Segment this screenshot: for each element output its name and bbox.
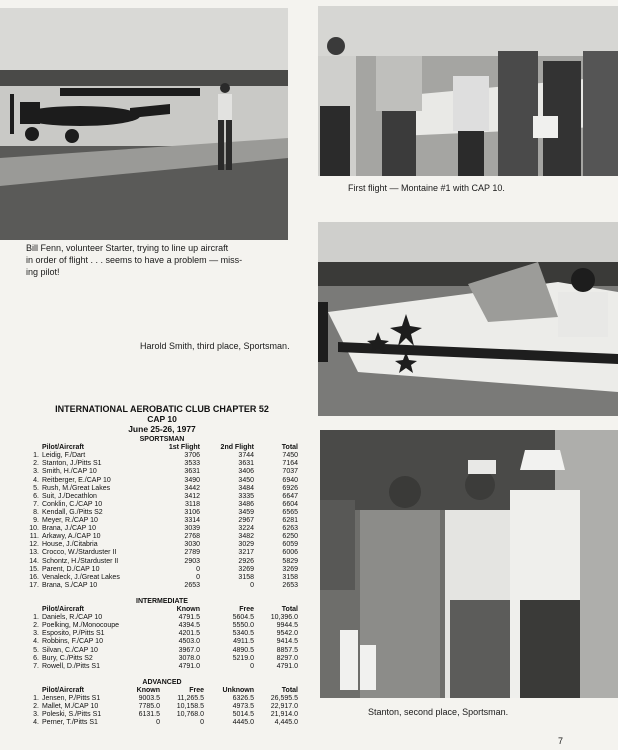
score-cell: 3078.0: [178, 654, 200, 662]
photo-first-flight: [318, 6, 618, 176]
score-cell: 5219.0: [232, 654, 254, 662]
table-row: [26, 501, 298, 509]
score-cell: 4791.0: [276, 662, 298, 670]
score-cell: 9003.5: [138, 695, 160, 703]
score-cell: 3706: [184, 452, 200, 460]
score-cell: 2789: [184, 549, 200, 557]
score-cell: 10,396.0: [270, 614, 298, 622]
score-cell: 6059: [282, 541, 298, 549]
score-cell: 3224: [238, 525, 254, 533]
pilot-cell: Kendall, G./Pitts S2: [42, 508, 103, 516]
score-cell: 4503.0: [178, 638, 200, 646]
score-cell: 0: [200, 719, 204, 727]
score-cell: 6326.5: [232, 695, 254, 703]
score-cell: 6565: [282, 508, 298, 516]
score-cell: 6263: [282, 525, 298, 533]
table-row: [26, 566, 298, 574]
score-cell: 4973.5: [232, 703, 254, 711]
table-row: [26, 477, 298, 485]
col-total: Total: [281, 606, 298, 614]
score-cell: 2768: [184, 533, 200, 541]
intermediate-table: [26, 606, 298, 671]
pilot-cell: Mallet, M./CAP 10: [42, 703, 99, 711]
intermediate-header-row: [26, 606, 298, 614]
sportsman-header-row: [26, 444, 298, 452]
intermediate-heading: INTERMEDIATE: [136, 597, 188, 605]
score-cell: 2926: [238, 557, 254, 565]
score-cell: 0: [156, 719, 160, 727]
score-cell: 3482: [238, 533, 254, 541]
pilot-cell: Venaleck, J./Great Lakes: [42, 573, 120, 581]
score-cell: 3314: [184, 517, 200, 525]
table-row: [26, 485, 298, 493]
photo-starter-runway: [0, 8, 288, 240]
caption-starter: [26, 242, 288, 278]
rank-cell: 4.: [33, 476, 39, 484]
rank-cell: 5.: [33, 646, 39, 654]
pilot-cell: Bury, C./Pitts S2: [42, 654, 93, 662]
caption-stanton: Stanton, second place, Sportsman.: [368, 707, 509, 717]
table-row: [26, 647, 298, 655]
score-cell: 4890.5: [232, 646, 254, 654]
rank-cell: 1.: [33, 695, 39, 703]
table-row: [26, 614, 298, 622]
advanced-header-row: [26, 687, 298, 695]
score-cell: 3039: [184, 525, 200, 533]
pilot-cell: Esposito, P./Pitts S1: [42, 630, 105, 638]
table-row: [26, 655, 298, 663]
score-cell: 5014.5: [232, 711, 254, 719]
score-cell: 4791.5: [178, 614, 200, 622]
score-cell: 6604: [282, 500, 298, 508]
rank-cell: 14.: [29, 557, 39, 565]
caption-first-flight: First flight — Montaine #1 with CAP 10.: [348, 183, 505, 193]
score-cell: 7450: [282, 452, 298, 460]
score-cell: 26,595.5: [270, 695, 298, 703]
col-pilot: Pilot/Aircraft: [42, 687, 85, 695]
score-cell: 6006: [282, 549, 298, 557]
rank-cell: 1.: [33, 614, 39, 622]
pilot-cell: Conklin, C./CAP 10: [42, 500, 103, 508]
score-cell: 3217: [238, 549, 254, 557]
rank-cell: 5.: [33, 484, 39, 492]
score-cell: 5829: [282, 557, 298, 565]
col-pilot: Pilot/Aircraft: [42, 444, 85, 452]
advanced-rows: [26, 695, 298, 727]
score-cell: 3158: [238, 573, 254, 581]
pilot-cell: Crocco, W./Starduster II: [42, 549, 117, 557]
col-total: Total: [281, 687, 298, 695]
score-cell: 8857.5: [276, 646, 298, 654]
rank-cell: 4.: [33, 719, 39, 727]
col-known: Known: [176, 606, 200, 614]
table-row: [26, 695, 298, 703]
score-cell: 4911.5: [233, 638, 254, 646]
table-row: [26, 663, 298, 671]
sportsman-heading: SPORTSMAN: [139, 436, 185, 443]
col-total: Total: [281, 444, 298, 452]
score-cell: 3459: [238, 508, 254, 516]
pilot-cell: Meyer, R./CAP 10: [42, 517, 98, 525]
table-row: [26, 638, 298, 646]
pilot-cell: Schontz, H./Starduster II: [42, 557, 119, 565]
score-cell: 3269: [238, 565, 254, 573]
rank-cell: 4.: [33, 638, 39, 646]
rank-cell: 6.: [33, 492, 39, 500]
score-cell: 5550.0: [232, 622, 254, 630]
pilot-cell: Stanton, J./Pitts S1: [42, 460, 102, 468]
pilot-cell: Daniels, R./CAP 10: [42, 614, 103, 622]
col-free: Free: [189, 687, 204, 695]
score-cell: 2967: [238, 517, 254, 525]
table-row: [26, 711, 298, 719]
pilot-cell: Jensen, P./Pitts S1: [42, 695, 101, 703]
rank-cell: 2.: [33, 460, 39, 468]
table-row: [26, 525, 298, 533]
caption-starter-line-1: Bill Fenn, volunteer Starter, trying to line up aircraft: [26, 243, 229, 253]
sportsman-rows: [26, 452, 298, 590]
col-unknown: Unknown: [222, 687, 254, 695]
table-row: [26, 558, 298, 566]
score-cell: 7164: [282, 460, 298, 468]
table-row: [26, 468, 298, 476]
score-cell: 3744: [238, 452, 254, 460]
col-free: Free: [239, 606, 254, 614]
score-cell: 6131.5: [138, 711, 160, 719]
score-cell: 21,914.0: [270, 711, 298, 719]
pilot-cell: Silvan, C./CAP 10: [42, 646, 98, 654]
pilot-cell: House, J./Citabria: [42, 541, 98, 549]
pilot-cell: Rowell, D./Pitts S1: [42, 662, 100, 670]
rank-cell: 10.: [29, 525, 39, 533]
pilot-cell: Rush, M./Great Lakes: [42, 484, 111, 492]
table-row: [26, 517, 298, 525]
score-cell: 3269: [282, 565, 298, 573]
pilot-cell: Parent, D./CAP 10: [42, 565, 100, 573]
score-cell: 3406: [238, 468, 254, 476]
score-cell: 4791.0: [178, 662, 200, 670]
table-row: [26, 582, 298, 590]
score-cell: 3030: [184, 541, 200, 549]
sportsman-table: [26, 444, 298, 590]
col-first-flight: 1st Flight: [168, 444, 200, 452]
score-cell: 11,265.5: [177, 695, 204, 703]
score-cell: 3631: [184, 468, 200, 476]
rank-cell: 3.: [33, 468, 39, 476]
advanced-heading: ADVANCED: [142, 678, 182, 686]
pilot-cell: Brana, S./CAP 10: [42, 581, 98, 589]
rank-cell: 13.: [29, 549, 39, 557]
score-cell: 10,158.5: [176, 703, 204, 711]
table-row: [26, 509, 298, 517]
score-cell: 22,917.0: [270, 703, 298, 711]
score-cell: 3450: [238, 476, 254, 484]
score-cell: 5604.5: [232, 614, 254, 622]
caption-starter-line-3: ing pilot!: [26, 267, 60, 277]
table-row: [26, 460, 298, 468]
score-cell: 3106: [184, 508, 200, 516]
score-cell: 6281: [282, 517, 298, 525]
page-number: 7: [558, 736, 564, 746]
caption-starter-line-2: in order of flight . . . seems to have a problem — miss-: [26, 255, 243, 265]
table-row: [26, 549, 298, 557]
results-dates: June 25-26, 1977: [128, 424, 196, 434]
score-cell: 7785.0: [138, 703, 160, 711]
rank-cell: 9.: [33, 517, 39, 525]
results-subtitle: CAP 10: [147, 414, 177, 424]
col-second-flight: 2nd Flight: [220, 444, 254, 452]
intermediate-rows: [26, 614, 298, 671]
table-row: [26, 533, 298, 541]
score-cell: 8297.0: [276, 654, 298, 662]
pilot-cell: Reitberger, E./CAP 10: [42, 476, 111, 484]
rank-cell: 16.: [29, 573, 39, 581]
pilot-cell: Poelking, M./Monocoupe: [42, 622, 120, 630]
col-pilot: Pilot/Aircraft: [42, 606, 85, 614]
table-row: [26, 452, 298, 460]
score-cell: 3967.0: [178, 646, 200, 654]
rank-cell: 7.: [33, 500, 39, 508]
score-cell: 6940: [282, 476, 298, 484]
score-cell: 3533: [184, 460, 200, 468]
caption-harold-smith: Harold Smith, third place, Sportsman.: [140, 341, 290, 351]
score-cell: 6250: [282, 533, 298, 541]
score-cell: 0: [250, 662, 254, 670]
photo-stanton-award: [320, 430, 618, 698]
table-row: [26, 719, 298, 727]
score-cell: 3029: [238, 541, 254, 549]
score-cell: 3631: [238, 460, 254, 468]
score-cell: 6926: [282, 484, 298, 492]
score-cell: 3118: [184, 500, 200, 508]
table-row: [26, 703, 298, 711]
score-cell: 0: [196, 573, 200, 581]
score-cell: 4201.5: [178, 630, 200, 638]
rank-cell: 3.: [33, 630, 39, 638]
score-cell: 0: [196, 565, 200, 573]
rank-cell: 6.: [33, 654, 39, 662]
advanced-table: [26, 687, 298, 727]
score-cell: 9414.5: [276, 638, 298, 646]
score-cell: 7037: [282, 468, 298, 476]
pilot-cell: Perner, T./Pitts S1: [42, 719, 98, 727]
table-row: [26, 541, 298, 549]
score-cell: 6647: [282, 492, 298, 500]
score-cell: 2903: [184, 557, 200, 565]
rank-cell: 8.: [33, 508, 39, 516]
score-cell: 10,768.0: [176, 711, 204, 719]
rank-cell: 3.: [33, 711, 39, 719]
table-row: [26, 574, 298, 582]
rank-cell: 2.: [33, 622, 39, 630]
rank-cell: 7.: [33, 662, 39, 670]
score-cell: 4394.5: [178, 622, 200, 630]
score-cell: 3486: [238, 500, 254, 508]
rank-cell: 12.: [29, 541, 39, 549]
score-cell: 2653: [184, 581, 200, 589]
pilot-cell: Smith, H./CAP 10: [42, 468, 97, 476]
score-cell: 4445.0: [232, 719, 254, 727]
pilot-cell: Leidig, F./Dart: [42, 452, 86, 460]
score-cell: 3412: [184, 492, 200, 500]
rank-cell: 17.: [29, 581, 39, 589]
score-cell: 0: [250, 581, 254, 589]
pilot-cell: Robbins, F./CAP 10: [42, 638, 103, 646]
score-cell: 3490: [184, 476, 200, 484]
score-cell: 3335: [238, 492, 254, 500]
score-cell: 3484: [238, 484, 254, 492]
table-row: [26, 630, 298, 638]
results-block: [26, 404, 298, 728]
score-cell: 9542.0: [276, 630, 298, 638]
rank-cell: 11.: [29, 533, 39, 541]
photo-harold-smith: [318, 222, 618, 416]
score-cell: 5340.5: [232, 630, 254, 638]
score-cell: 4,445.0: [274, 719, 298, 727]
pilot-cell: Arkawy, A./CAP 10: [42, 533, 101, 541]
rank-cell: 15.: [29, 565, 39, 573]
score-cell: 9944.5: [276, 622, 298, 630]
score-cell: 3158: [282, 573, 298, 581]
table-row: [26, 493, 298, 501]
rank-cell: 1.: [33, 452, 39, 460]
results-title: INTERNATIONAL AEROBATIC CLUB CHAPTER 52: [55, 404, 269, 414]
pilot-cell: Brana, J./CAP 10: [42, 525, 96, 533]
score-cell: 3442: [184, 484, 200, 492]
pilot-cell: Suit, J./Decathlon: [42, 492, 97, 500]
score-cell: 2653: [282, 581, 298, 589]
col-known: Known: [136, 687, 160, 695]
table-row: [26, 622, 298, 630]
pilot-cell: Poleski, S./Pitts S1: [42, 711, 102, 719]
rank-cell: 2.: [33, 703, 39, 711]
